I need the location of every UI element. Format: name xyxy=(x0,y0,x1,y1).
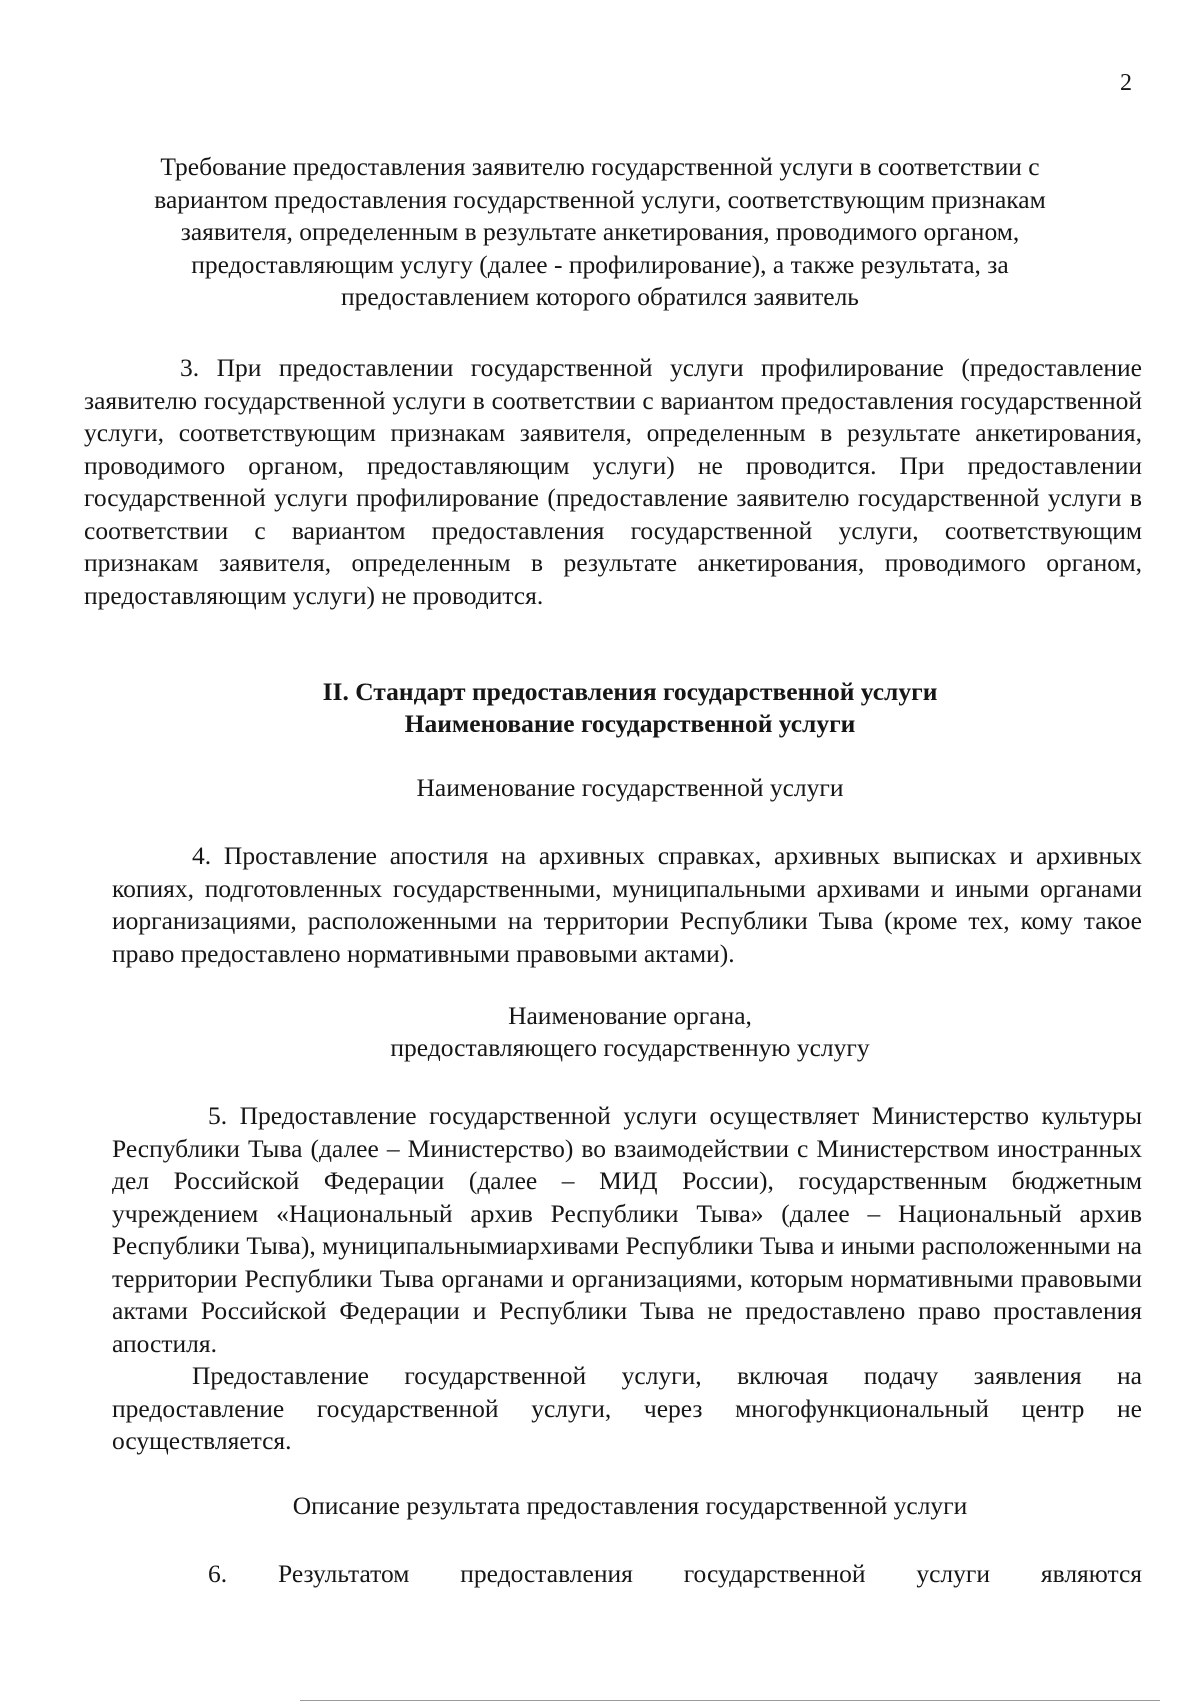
organ-heading-line-1: Наименование органа, xyxy=(508,1001,752,1030)
paragraph-4: 4. Проставление апостиля на архивных справках, архивных выписках и архивных копиях, подготовленных государственными, муниципальными архивами и иными органами иорганизациями, расположенными на территории Республики Тыва (кроме тех, кому такое право предоставлено нормативными правовыми актами). xyxy=(112,841,1142,968)
requirement-heading: Требование предоставления заявителю государственной услуги в соответствии с вариантом предоставления государственной услуги, соответствующим признакам заявителя, определенным в результате анкетирования, проводимого органом, предоставляющим услугу (далее - профилирование), а также результата, за предоставлением которого обратился заявитель xyxy=(154,152,1046,311)
organ-heading-line-2: предоставляющего государственную услугу xyxy=(390,1033,870,1062)
service-name-subheading: Наименование государственной услуги xyxy=(416,773,844,802)
result-heading: Описание результата предоставления государственной услуги xyxy=(292,1491,968,1520)
paragraph-5: 5. Предоставление государственной услуги осуществляет Министерство культуры Республики Тыва (далее – Министерство) во взаимодействии с Министерством иностранных дел Российской Федерации (далее – МИД России), государственным бюджетным учреждением «Национальный архив Республики Тыва» (далее – Национальный архив Республики Тыва), муниципальнымиархивами Республики Тыва и иными расположенными на территории Республики Тыва органами и организациями, которым нормативными правовыми актами Российской Федерации и Республики Тыва не предоставлено право проставления апостиля. xyxy=(112,1101,1142,1358)
paragraph-5b: Предоставление государственной услуги, включая подачу заявления на предоставление государственной услуги, через многофункциональный центр не осуществляется. xyxy=(112,1361,1142,1455)
paragraph-3: 3. При предоставлении государственной услуги профилирование (предоставление заявителю государственной услуги в соответствии с вариантом предоставления государственной услуги, соответствующим признакам заявителя, определенным в результате анкетирования, проводимого органом, предоставляющим услуги) не проводится. При предоставлении государственной услуги профилирование (предоставление заявителю государственной услуги в соответствии с вариантом предоставления государственной услуги, соответствующим признакам заявителя, определенным в результате анкетирования, проводимого органом, предоставляющим услуги) не проводится. xyxy=(84,353,1142,610)
paragraph-6: 6. Результатом предоставления государственной услуги являются xyxy=(208,1559,1142,1588)
page-number: 2 xyxy=(1120,70,1132,96)
section-title-line-2: Наименование государственной услуги xyxy=(404,709,856,738)
bottom-rule xyxy=(300,1700,1160,1701)
section-title-line-1: II. Стандарт предоставления государственной услуги xyxy=(322,677,938,706)
